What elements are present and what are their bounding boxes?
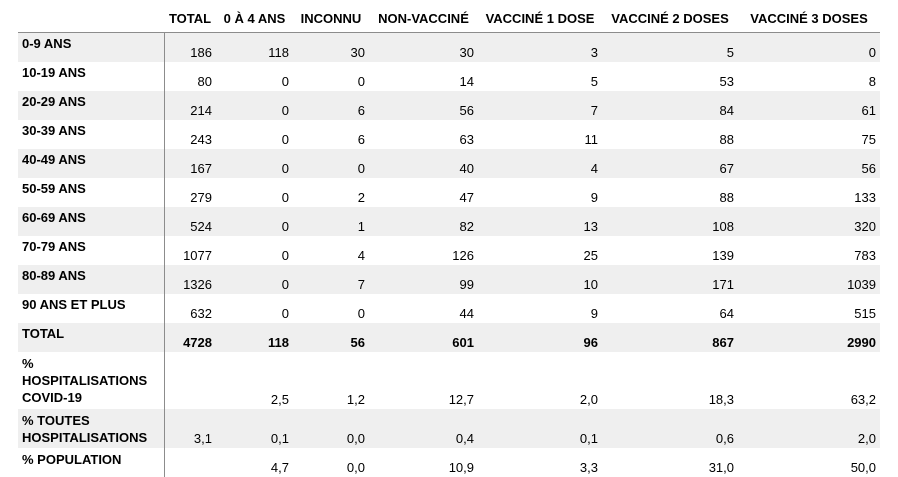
table-row bbox=[18, 62, 880, 91]
table-cell: 4 bbox=[478, 149, 602, 178]
table-row bbox=[18, 91, 880, 120]
table-cell: 0,0 bbox=[293, 448, 369, 477]
table-cell: 88 bbox=[602, 178, 738, 207]
row-label: 20-29 ANS bbox=[18, 91, 164, 120]
table-cell bbox=[164, 448, 216, 477]
table-cell: 88 bbox=[602, 120, 738, 149]
table-cell: 7 bbox=[293, 265, 369, 294]
table-cell: 40 bbox=[369, 149, 478, 178]
header-row bbox=[18, 4, 880, 33]
table-cell: 0 bbox=[216, 265, 293, 294]
column-header: VACCINÉ 1 DOSE bbox=[478, 4, 602, 33]
table-cell: 8 bbox=[738, 62, 880, 91]
table-cell: 1,2 bbox=[293, 352, 369, 409]
table-cell: 99 bbox=[369, 265, 478, 294]
table-cell: 56 bbox=[293, 323, 369, 352]
table-cell: 63 bbox=[369, 120, 478, 149]
table-cell: 3 bbox=[478, 33, 602, 63]
table-cell: 0,0 bbox=[293, 409, 369, 448]
table-cell: 167 bbox=[164, 149, 216, 178]
table-cell: 47 bbox=[369, 178, 478, 207]
table-cell: 30 bbox=[293, 33, 369, 63]
row-label: TOTAL bbox=[18, 323, 164, 352]
table-cell: 3,3 bbox=[478, 448, 602, 477]
row-label: 10-19 ANS bbox=[18, 62, 164, 91]
table-cell: 243 bbox=[164, 120, 216, 149]
table-row bbox=[18, 149, 880, 178]
table-cell: 118 bbox=[216, 323, 293, 352]
table-cell: 6 bbox=[293, 91, 369, 120]
table-row bbox=[18, 294, 880, 323]
column-header: VACCINÉ 3 DOSES bbox=[738, 4, 880, 33]
table-row bbox=[18, 409, 880, 448]
row-label: 40-49 ANS bbox=[18, 149, 164, 178]
table-cell: 4 bbox=[293, 236, 369, 265]
table-cell: 56 bbox=[369, 91, 478, 120]
table-cell: 25 bbox=[478, 236, 602, 265]
table-cell: 2 bbox=[293, 178, 369, 207]
table-cell: 0 bbox=[216, 120, 293, 149]
table-cell: 0 bbox=[293, 294, 369, 323]
row-label: 80-89 ANS bbox=[18, 265, 164, 294]
table-cell: 118 bbox=[216, 33, 293, 63]
table-cell: 50,0 bbox=[738, 448, 880, 477]
table-row bbox=[18, 236, 880, 265]
table-cell: 2990 bbox=[738, 323, 880, 352]
table-cell: 0 bbox=[293, 62, 369, 91]
table-cell: 133 bbox=[738, 178, 880, 207]
header-corner bbox=[18, 4, 164, 33]
table-cell: 10,9 bbox=[369, 448, 478, 477]
table-cell: 9 bbox=[478, 294, 602, 323]
table-body bbox=[18, 33, 880, 477]
table-cell: 80 bbox=[164, 62, 216, 91]
row-label: 0-9 ANS bbox=[18, 33, 164, 63]
table-cell: 4,7 bbox=[216, 448, 293, 477]
table-cell: 515 bbox=[738, 294, 880, 323]
table-cell: 0 bbox=[293, 149, 369, 178]
row-label: 90 ANS ET PLUS bbox=[18, 294, 164, 323]
table-cell: 171 bbox=[602, 265, 738, 294]
table-cell: 139 bbox=[602, 236, 738, 265]
row-label: % TOUTES HOSPITALISATIONS bbox=[18, 409, 164, 448]
table-cell: 30 bbox=[369, 33, 478, 63]
table-cell: 14 bbox=[369, 62, 478, 91]
table-cell: 2,0 bbox=[478, 352, 602, 409]
table-row bbox=[18, 448, 880, 477]
table-cell: 0,6 bbox=[602, 409, 738, 448]
table-cell: 783 bbox=[738, 236, 880, 265]
table-cell: 279 bbox=[164, 178, 216, 207]
table-cell: 632 bbox=[164, 294, 216, 323]
table-cell: 6 bbox=[293, 120, 369, 149]
table-header bbox=[18, 4, 880, 33]
table-cell: 1326 bbox=[164, 265, 216, 294]
table-cell: 214 bbox=[164, 91, 216, 120]
table-cell: 4728 bbox=[164, 323, 216, 352]
hospitalisation-table bbox=[18, 4, 880, 477]
row-label: 60-69 ANS bbox=[18, 207, 164, 236]
hospitalisation-table-container bbox=[18, 4, 880, 477]
table-cell: 18,3 bbox=[602, 352, 738, 409]
column-header: INCONNU bbox=[293, 4, 369, 33]
table-cell: 5 bbox=[478, 62, 602, 91]
table-cell: 0,1 bbox=[478, 409, 602, 448]
table-cell: 3,1 bbox=[164, 409, 216, 448]
table-cell: 0,4 bbox=[369, 409, 478, 448]
table-cell: 1077 bbox=[164, 236, 216, 265]
table-cell: 53 bbox=[602, 62, 738, 91]
table-cell: 11 bbox=[478, 120, 602, 149]
column-header: 0 À 4 ANS bbox=[216, 4, 293, 33]
column-header: TOTAL bbox=[164, 4, 216, 33]
table-row bbox=[18, 207, 880, 236]
table-cell: 31,0 bbox=[602, 448, 738, 477]
table-cell: 10 bbox=[478, 265, 602, 294]
table-cell: 0 bbox=[216, 62, 293, 91]
table-cell: 0 bbox=[216, 207, 293, 236]
row-label: 70-79 ANS bbox=[18, 236, 164, 265]
table-cell: 601 bbox=[369, 323, 478, 352]
table-cell: 0 bbox=[216, 236, 293, 265]
table-row bbox=[18, 120, 880, 149]
row-label: 50-59 ANS bbox=[18, 178, 164, 207]
table-row bbox=[18, 265, 880, 294]
table-cell: 867 bbox=[602, 323, 738, 352]
table-cell: 0 bbox=[216, 178, 293, 207]
row-label: 30-39 ANS bbox=[18, 120, 164, 149]
table-cell: 75 bbox=[738, 120, 880, 149]
table-cell bbox=[164, 352, 216, 409]
table-cell: 0 bbox=[216, 294, 293, 323]
table-cell: 84 bbox=[602, 91, 738, 120]
table-cell: 524 bbox=[164, 207, 216, 236]
row-label: % HOSPITALISATIONS COVID-19 bbox=[18, 352, 164, 409]
table-row bbox=[18, 323, 880, 352]
table-cell: 5 bbox=[602, 33, 738, 63]
column-header: VACCINÉ 2 DOSES bbox=[602, 4, 738, 33]
table-cell: 96 bbox=[478, 323, 602, 352]
table-cell: 126 bbox=[369, 236, 478, 265]
row-label: % POPULATION bbox=[18, 448, 164, 477]
table-cell: 67 bbox=[602, 149, 738, 178]
table-cell: 82 bbox=[369, 207, 478, 236]
table-cell: 320 bbox=[738, 207, 880, 236]
table-cell: 56 bbox=[738, 149, 880, 178]
table-cell: 2,0 bbox=[738, 409, 880, 448]
table-cell: 64 bbox=[602, 294, 738, 323]
table-cell: 186 bbox=[164, 33, 216, 63]
table-cell: 0,1 bbox=[216, 409, 293, 448]
table-row bbox=[18, 33, 880, 63]
table-cell: 13 bbox=[478, 207, 602, 236]
table-cell: 9 bbox=[478, 178, 602, 207]
table-row bbox=[18, 352, 880, 409]
table-cell: 0 bbox=[216, 149, 293, 178]
table-cell: 0 bbox=[738, 33, 880, 63]
table-cell: 1 bbox=[293, 207, 369, 236]
table-cell: 12,7 bbox=[369, 352, 478, 409]
table-row bbox=[18, 178, 880, 207]
table-cell: 2,5 bbox=[216, 352, 293, 409]
table-cell: 108 bbox=[602, 207, 738, 236]
table-cell: 0 bbox=[216, 91, 293, 120]
table-cell: 1039 bbox=[738, 265, 880, 294]
table-cell: 7 bbox=[478, 91, 602, 120]
table-cell: 61 bbox=[738, 91, 880, 120]
table-cell: 63,2 bbox=[738, 352, 880, 409]
column-header: NON-VACCINÉ bbox=[369, 4, 478, 33]
table-cell: 44 bbox=[369, 294, 478, 323]
